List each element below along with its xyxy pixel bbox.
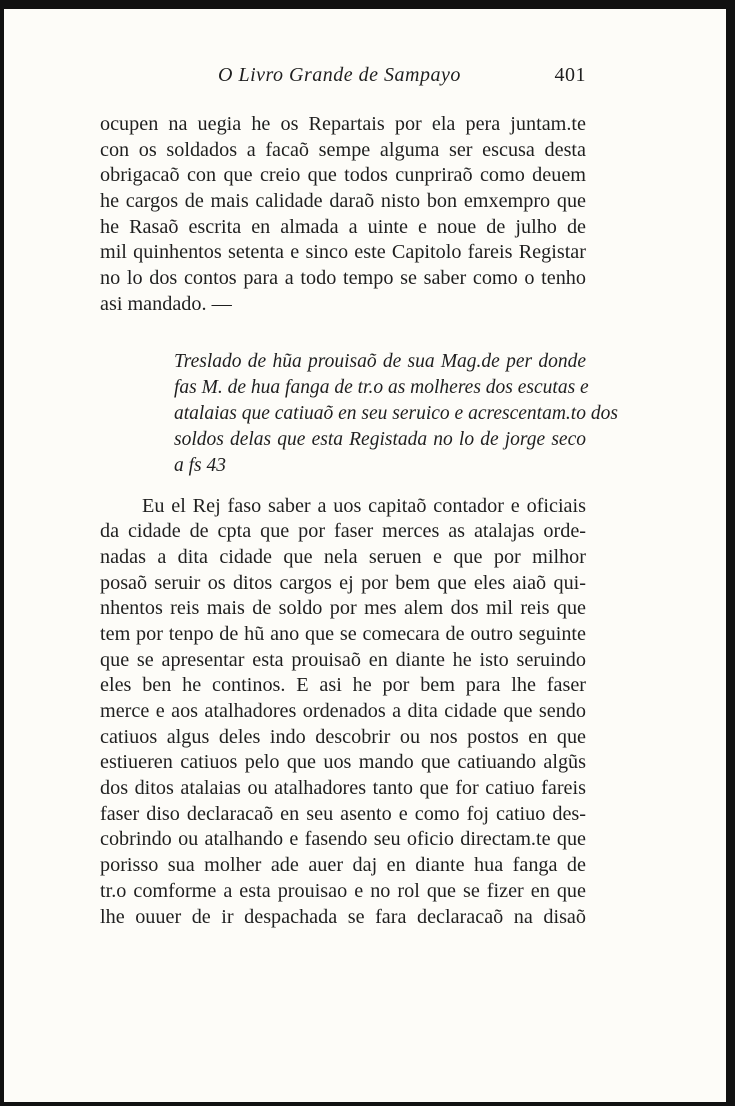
text-line: dos ditos atalaias ou atalhadores tanto que for catiuo fareis — [100, 777, 586, 800]
text-line: estiueren catiuos pelo que uos mando que catiuando algũs — [100, 751, 586, 774]
text-line: asi mandado. — — [100, 292, 232, 315]
text-line: he cargos de mais calidade daraõ nisto bon emxempro que — [100, 190, 586, 213]
heading-line: Treslado de hũa prouisaõ de sua Mag.de per donde — [174, 350, 586, 372]
text-line: da cidade de cpta que por faser merces as atalajas orde- — [100, 520, 586, 543]
running-title: O Livro Grande de Sampayo — [218, 64, 461, 86]
text-line: catiuos algus deles indo descobrir ou nos postos en que — [100, 725, 586, 748]
paragraph-2 — [100, 494, 586, 931]
text-line: lhe ouuer de ir despachada se fara declaracaõ na disaõ — [100, 905, 586, 928]
page-number: 401 — [554, 64, 586, 86]
text-line: merce e aos atalhadores ordenados a dita cidade que sendo — [100, 700, 586, 722]
text-line: obrigacaõ con que creio que todos cunpriraõ como deuem — [100, 164, 586, 187]
heading-line: fas M. de hua fanga de tr.o as molheres dos escutas e — [174, 376, 589, 398]
text-line: nhentos reis mais de soldo por mes alem dos mil reis que — [100, 597, 586, 620]
text-line: no lo dos contos para a todo tempo se saber como o tenho — [100, 267, 586, 290]
text-line: con os soldados a facaõ sempe alguma ser escusa desta — [100, 138, 586, 161]
text-line: tem por tenpo de hũ ano que se comecara de outro seguinte — [100, 622, 586, 645]
text-line: cobrindo ou atalhando e fasendo seu oficio directam.te que — [100, 828, 586, 851]
book-page — [100, 58, 618, 930]
paragraph-1 — [100, 112, 586, 318]
heading-line: a fs 43 — [174, 454, 227, 476]
text-line: posaõ seruir os ditos cargos ej por bem que eles aiaõ qui- — [100, 571, 586, 594]
text-line: mil quinhentos setenta e sinco este Capitolo fareis Registar — [100, 241, 586, 264]
text-line: que se apresentar esta prouisaõ en diante he isto seruindo — [100, 648, 586, 671]
text-line: porisso sua molher ade auer daj en diante hua fanga de — [100, 854, 586, 877]
heading-line: soldos delas que esta Registada no lo de jorge seco — [174, 428, 586, 450]
text-line: faser diso declaracaõ en seu asento e como foj catiuo des- — [100, 802, 586, 825]
heading-line: atalaias que catiuaõ en seu seruico e acrescentam.to dos — [174, 402, 618, 424]
running-header — [100, 58, 586, 98]
text-line: eles ben he continos. E asi he por bem para lhe faser — [100, 674, 586, 697]
text-line: nadas a dita cidade que nela seruen e que por milhor — [100, 545, 586, 568]
text-line: Eu el Rej faso saber a uos capitaõ contador e oficiais — [142, 494, 586, 517]
text-line: he Rasaõ escrita en almada a uinte e noue de julho de — [100, 215, 586, 238]
text-line: ocupen na uegia he os Repartais por ela pera juntam.te — [100, 113, 586, 135]
section-heading — [100, 349, 618, 479]
text-line: tr.o comforme a esta prouisao e no rol que se fizer en que — [100, 879, 586, 902]
